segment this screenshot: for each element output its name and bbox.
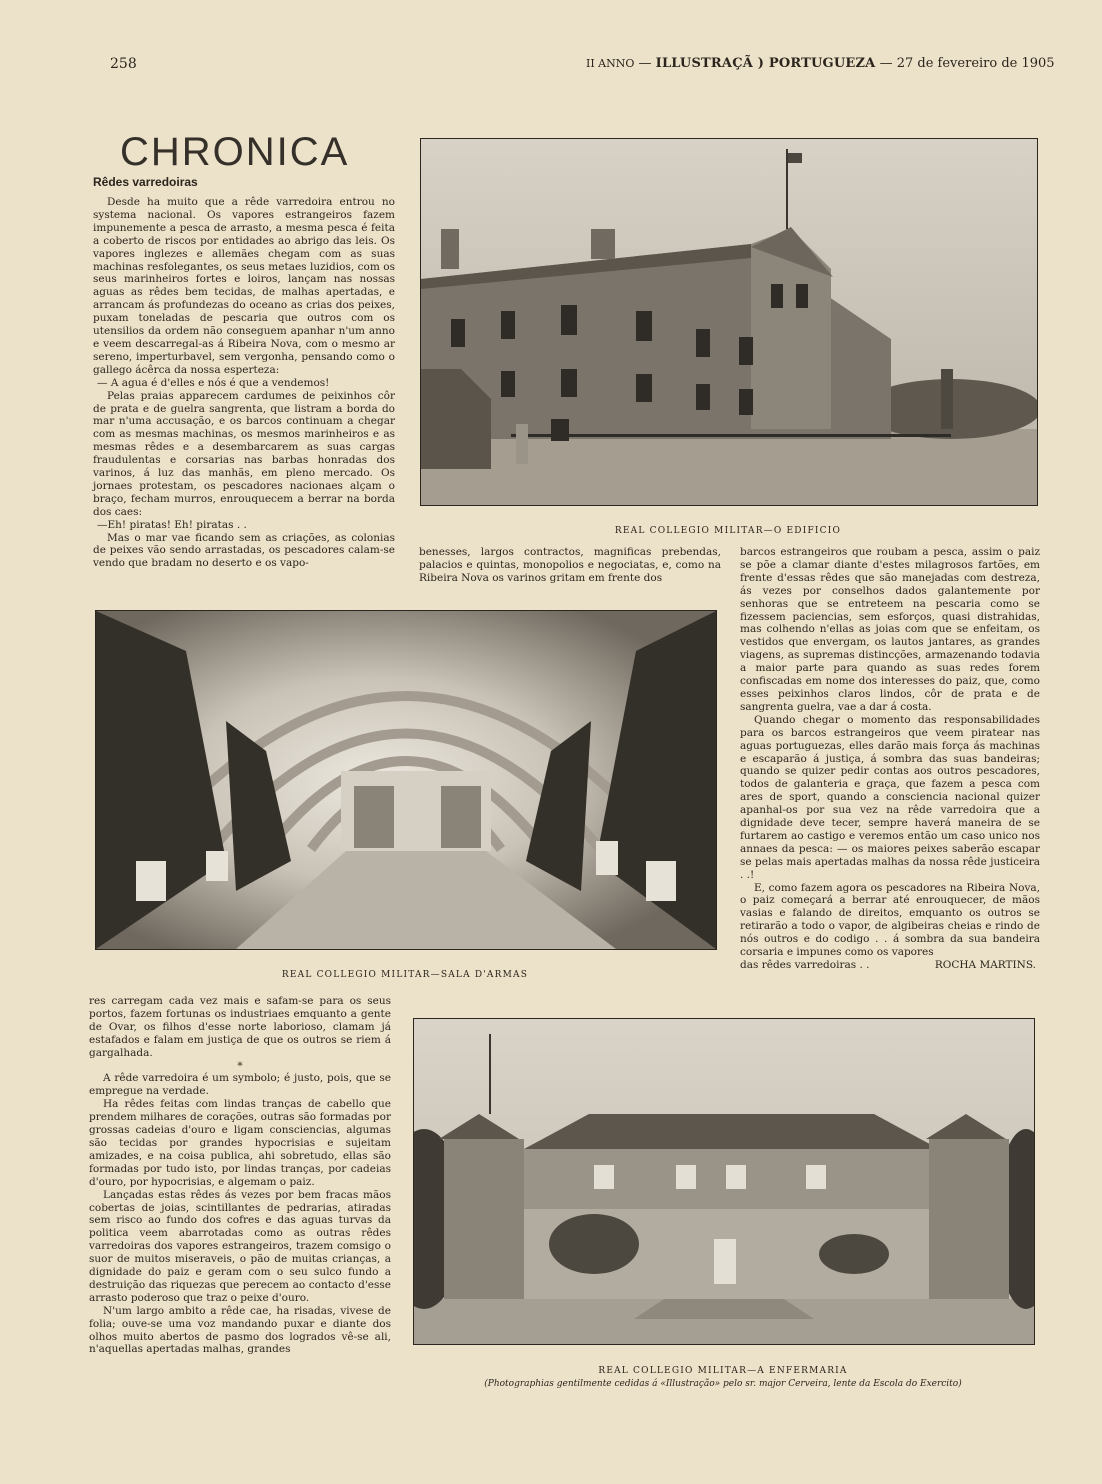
author-signature: ROCHA MARTINS. xyxy=(934,959,1036,971)
paragraph: Desde ha muito que a rêde varredoira entrou no systema nacional. Os vapores estrangeiros fazem impunemente a pesca de arrasto, a mesma pesca é feita a coberto de riscos por entidades ao abrigo das leis. Os vapores inglezes e allemães chegam com as suas machinas resfolegantes, os seus metaes luzidios, com os seus marinheiros fortes e loiros, lançam nas nossas aguas as rêdes bem tecidas, de malhas apertadas, e arrancam ás profundezas do oceano as crias dos peixes, puxam toneladas de pescaria que outros com os utensilios da ordem não conseguem apanhar n'um anno e veem descarregal-as á Ribeira Nova, com o mesmo ar sereno, imperturbavel, sem vergonha, pensando como o gallego ácêrca da nossa esperteza: xyxy=(93,196,395,376)
running-header: II ANNO — ILLUSTRAÇÃ ) PORTUGUEZA — 27 de fevereiro de 1905 xyxy=(586,56,1055,71)
text-column-2 xyxy=(419,546,721,585)
text-column-4 xyxy=(89,995,391,1356)
paragraph: —Eh! piratas! Eh! piratas . . xyxy=(97,518,247,531)
paragraph: Lançadas estas rêdes ás vezes por bem fracas mãos cobertas de joias, scintillantes de pedrarias, atiradas sem risco ao fundo dos cofres e das aguas turvas da politica veem abarrotadas como as outras rêdes varredoiras dos vapores estrangeiros, trazem comsigo o suor de muitos miseraveis, o pão de muitas crianças, a dignidade do paiz e geram com o seu sulco fundo a destruição das riquezas que perecem ao contacto d'esse arrasto poderoso que traz o peixe d'ouro. xyxy=(89,1188,391,1304)
college-building-image xyxy=(421,139,1037,505)
photo-building xyxy=(420,138,1038,506)
paragraph: E, como fazem agora os pescadores na Ribeira Nova, o paiz começará a berrar até enrouquecer, de mãos vasias e falando de direitos, emquanto os outros se retirarão a todo o vapor, de algibeiras cheias e rindo de nós outros e do codigo . . á sombra da sua bandeira corsaria e impunes como os vapores xyxy=(740,881,1040,959)
section-separator: * xyxy=(237,1059,243,1072)
paragraph: barcos estrangeiros que roubam a pesca, assim o paiz se põe a clamar diante d'estes milagrosos fartões, em frente d'essas rêdes que são manejadas com destreza, ás vezes por conselhos dados galantemente por senhoras que se entreteem na pescaria como se fizessem paciencias, sem esforços, quasi distrahidas, mas colhendo n'ellas as joias com que se enfeitam, os vestidos que envergam, os lautos jantares, as grandes viagens, as supremas distincções, armazenando todavia a maior parte para quando as suas redes forem confiscadas em nome dos interesses do paiz, que, como esses peixinhos claros lindos, côr de prata e de sangrenta guelra, vae a dar á costa. xyxy=(740,546,1040,713)
paragraph: Mas o mar vae ficando sem as criações, as colonias de peixes vão sendo arrastadas, os pescadores calam-se vendo que bradam no deserto e os vapo- xyxy=(93,531,395,570)
publication-name: ILLUSTRAÇÃ ) PORTUGUEZA xyxy=(655,56,876,71)
caption-armory: REAL COLLEGIO MILITAR—SALA D'ARMAS xyxy=(281,970,529,980)
article-subtitle: Rêdes varredoiras xyxy=(93,175,198,189)
paragraph: N'um largo ambito a rêde cae, ha risadas, vivese de folia; ouve-se uma voz mandando puxar e diante dos olhos muito abertos de pasmo dos logrados vê-se ali, n'aquellas apertadas malhas, grandes xyxy=(89,1304,391,1356)
caption-building: REAL COLLEGIO MILITAR—O EDIFICIO xyxy=(614,526,842,536)
text-column-3 xyxy=(740,546,1040,972)
paragraph: — A agua é d'elles e nós é que a vendemos! xyxy=(97,376,330,389)
armory-hall-image xyxy=(96,611,716,949)
infirmary-image xyxy=(414,1019,1034,1344)
signoff-line xyxy=(740,959,1040,972)
paragraph: res carregam cada vez mais e safam-se para os seus portos, fazem fortunas os industriaes emquanto a gente de Ovar, os filhos d'esse norte laborioso, clamam já estafados e falam em justiça de que os outros se riem á gargalhada. xyxy=(89,995,391,1059)
photo-infirmary xyxy=(413,1018,1035,1345)
signoff-text: das rêdes varredoiras . . xyxy=(740,959,870,971)
caption-infirmary: REAL COLLEGIO MILITAR—A ENFERMARIA xyxy=(598,1366,848,1376)
photo-armory xyxy=(95,610,717,950)
photo-credit: (Photographias gentilmente cedidas á «Illustração» pelo sr. major Cerveira, lente da Escola do Exercito) xyxy=(484,1379,962,1389)
paragraph: Ha rêdes feitas com lindas tranças de cabello que prendem milhares de corações, outras são formadas por grossas cadeias d'ouro e ligam consciencias, algumas são tecidas por grandes hypocrisias e sujeitam amizades, e na coisa publica, ahi sobretudo, ellas são formadas por tudo isto, por lindas tranças, por cadeias d'ouro, por hypocrisias, e algemam o paiz. xyxy=(89,1098,391,1188)
year-label: II ANNO xyxy=(586,57,635,70)
section-title: CHRONICA xyxy=(120,130,350,174)
paragraph: Quando chegar o momento das responsabilidades para os barcos estrangeiros que veem piratear nas aguas portuguezas, elles darão mais força ás machinas e escaparão á justiça, á sombra das suas bandeiras; quando se quizer pedir contas aos outros pescadores, todos de galanteria e graça, que fazem a pesca com ares de sport, quando a consciencia nacional quizer apanhal-os por sua vez na rêde varredoira que a dignidade deve tecer, sempre haverá maneira de se furtarem ao castigo e veremos então um caso unico nos annaes da pesca: — os maiores peixes saberão escapar se pelas mais apertadas malhas da nossa rêde justiceira . .! xyxy=(740,713,1040,881)
issue-date: 27 de fevereiro de 1905 xyxy=(896,56,1055,71)
text-column-1 xyxy=(93,196,395,570)
paragraph: benesses, largos contractos, magnificas prebendas, palacios e quintas, monopolios e negociatas, e, como na Ribeira Nova os varinos gritam em frente dos xyxy=(419,546,721,584)
page-number: 258 xyxy=(110,56,137,72)
paragraph: Pelas praias apparecem cardumes de peixinhos côr de prata e de guelra sangrenta, que listram a borda do mar n'uma accusação, e os barcos continuam a chegar com as mesmas machinas, os mesmos marinheiros e as mesmas rêdes e a desembarcarem as suas cargas fraudulentas e corsarias nas barbas honradas dos varinos, á luz das manhãs, em pleno mercado. Os jornaes protestam, os pescadores nacionaes alçam o braço, fecham murros, enrouquecem a berrar na borda dos caes: xyxy=(93,389,395,518)
paragraph: A rêde varredoira é um symbolo; é justo, pois, que se empregue na verdade. xyxy=(89,1072,391,1098)
